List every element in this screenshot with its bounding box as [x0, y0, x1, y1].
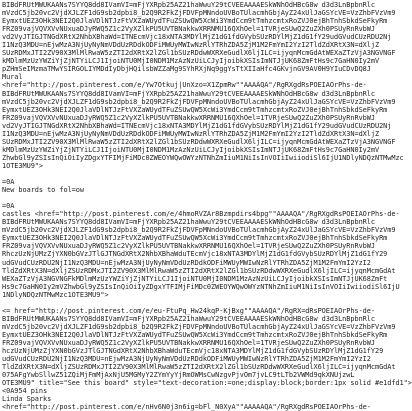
source-line: =0A — [2, 202, 15, 211]
source-line: mVzdC5jb20vc2VjdXJLZF1dG9sb2dpbi8_b2Q9R2FkZjFDVFpMNndoUVBoTUlacmhGbjAyZ24xUlJaGSYcVE=VzZhbFVzVm9 — [2, 226, 396, 235]
source-line: =0A — [2, 178, 15, 187]
source-line: RhczUzNjUMzZjYXN0bGVzJTlGJTNGdXRtX2NhbXBhaWduTEcmVjc18xNTA3MDYlMjZ1dG1fdGVybSUzRDYlMjZ1dG1fY29 — [2, 250, 388, 259]
source-line: WEXaZTzVjA3NGVNGFkMDlmMzUzYWZiYjZjNTYiLCJ1IjoiNTU0MjI0NDM1MzAzNzUiLCJyIjoibkXSIsImNTJjUK68ZmFt — [2, 274, 388, 283]
source-line: OTE3MU9" title="See this board" style="text-decoration:=one;display:block;border:1px solid #e1dfd1"> — [2, 379, 412, 388]
source-line: hczUzNjUMzZjYXN0bGVzJTlGJTNGdXRtX2NhbXBhaWduTEcmVjc18xNTA3MDYlMjZ1dG1fdGVybSUzRDYlMjZ1dG1fY29 — [2, 347, 384, 356]
source-line: BIBdFRUtMWUKAANs7SYYQ8dd8IVamVI=mFjYXRpb25AZ21haWwuY29tCVEEAAAAESkWNhOdHBcG8w d3d3LnBpbnRlc — [2, 89, 375, 98]
source-line: kMDlmMzUzYWZiYjZjNTYiLCJ1IjoiNTU0MjI0NDM1MzAzNzUiLCJyIjoibkXSIsImNTJjUK68ZmFtHs9c7GaHN0Iy2mV — [2, 57, 380, 66]
source-line: New boards to fol=ow — [2, 186, 84, 195]
source-line: EymxtUEZ3OHk3NEI2Q0JlaVDlNTJzFtVXZaWUydTFuZSUwQW5XcWi3YmdCcm9tTmhzcmtxRoZVJ0ejBhTnhSbkdSeFkyRm — [2, 105, 388, 114]
source-line: Linda Sparks — [2, 395, 52, 404]
source-line: kMDlmMzUzYWZiYjZjNTYiLCJ1IjoiNTU0MjI0NDM1MzAzNzUiLCJyIjoibkXSIsImNTJjUK68ZmFtHs9c7GaHN0Iy2mV — [2, 145, 380, 154]
source-line: <= href="http://post.pinterest.com/e/eu-FtuPq_Hw24kqP-KjBxg""AAAAQA"/RgRX=dRsPOEIAOrPhs-de- — [2, 306, 375, 315]
source-line: Mural — [2, 73, 23, 82]
source-line: castles <href="http://post.pinterest.com/e/4hmoRVZAr8Bzmpdirs4bpg""AAAAQA"/RgRXgdRsPOEIAOrPhs-de- — [2, 210, 400, 219]
source-line: vd2VyJTIGJTNGdXRtX2NhbXBhaWd=ITNEcmVjc18xNTA3MDYlMjZ1dG1fdGVybSUzRDYlMjZ1dG1fY29udGVudCUzRDU2Nj — [2, 33, 392, 42]
source-line: <href="http://post.pinterest.com/e/nHv6N0j3n6ig=bFl_N0XyA""AAAAAQA"/RgRXgdRsPOEIAOrPhs-de- — [2, 403, 371, 411]
source-line: FRZ09vajVQVXVvNUxuaDJyRWQ5Z1c2VyXZlkPU5UVTBNakkwXRRNMU16QXhOel=1TVRjeSUwQ2ZuZXh0PSUyRnRvbWJ — [2, 338, 375, 347]
source-line: 1NDlyNDQzNTMwMzc1OTE3MU9"> — [2, 290, 109, 299]
source-line: 1OTE3MU9"> — [2, 161, 43, 170]
source-line: mVzdC5jb20vc2VjdXJLZF1dG9sb2dpbi8_b2Q9R2FkZjFDVFpMNndoUVBoTUlacmhGbjAyZ24xUlJaGSYcVE=VzZhbFVzVm9 — [2, 322, 396, 331]
source-line: vd2VyJTIGJTNGdXRtX2NhbXBhaWd=ITNEcmVjc18xNTA3MDYlMjZ1dG1fdGVybSUzRDYlMjZ1dG1fY29udGVudCUzRDU2Nj — [2, 121, 392, 130]
source-line: FRZ09vajVQVXVvNUxuaDJyRWQ5Z1c2VyXZlkPU5UVTBNakkwXRRNMU16QXhOel=1TVRjeSUwQ2ZuZXh0PSUyRnRvbWJ — [2, 113, 375, 122]
source-line: EymxtUEZ3OHk3NEI2Q0JlaVDlNTJzFtVXZaWUydTFuZSUwQW5XcWi3YmdCcm9tTmhzcmtxRoZVJ0ejBhTnhSbkdSeFkyRm — [2, 330, 388, 339]
source-line: SUzRDMxJTI2ZV90X3MlMlRwaW5zZTI2dXRtX2lZGl1bSUzRDdwWXRXeGudlX6ljILC=ijyqnMcmGdAtWEXaZTzVjA3NGVNGF — [2, 49, 396, 58]
source-line: EymxtUEZ3OHk3NEI2Q0JlaVDlNTJzFtVXZaWUydTFuZSUwQW5XcWi3YmdCcm9tTmhzcmtxRoZVJ0ejBhTnhSbkdSeFkyRm — [2, 234, 388, 243]
source-line: udGVudCUzRDU2NjI1NzQ3MDU=nEjwMzA3NjUyNyNmVDdUzRDdkODFiMWUyMWIwNzRlYTRhZDA5ZjM1M2FmYmI2YzI2 — [2, 258, 371, 267]
source-line: mVzdC5jb20vc2VjdXJLZF1dG9sb2dpbi8_b2Q9R2FkZjFDVFpMNndoUVBoTUlacmhGbjAyZ24xUlJaGSYcVE=VzZhbFVzVm9 — [2, 9, 396, 18]
source-line: 075AFgYwbSllwZ51ZQiMjFmMjAxNjU5MGMyY2ZYmYyYjRmOWMsCwNzgvPjvOm7jvLC9tLTb2VWMd9qkXNUjzwL — [2, 371, 355, 380]
source-line: FRZ09vajVQVXVvNUxuaDJyRWQ5Z1c2VyXZlkPU5UVTBNakkwXRRNMU16QXhOel=1TVRjeSUwQ2ZuZXh0PSUyRnRvbWJ — [2, 242, 375, 251]
source-line: pZHmSeIMzmaTMwYSIRGOLIYMDdIyDbjHQilsbWZZaMg9SYhRXjNq9ggYsTtXIIaHfc4GKvjnGV9AV0H9YIuCDvDQ8J — [2, 65, 371, 74]
source-line: I1NzQ3MDU=nEjwMzA3NjUyNyNmVDdUzRDdkODFiMWUyMWIwNzRlYTRhZDA5ZjM1M2FmYmI2YzI2TldZdXRtX3N=dXljZ — [2, 129, 380, 138]
source-line: SUzRDMxJTI2ZV90X3MlMlRwaW5zZTI2dXRtX2lZGl1bSUzRDdwWXRXeGudlX6ljILC=ijyqnMcmGdAtWEXaZTzVjA3NGVNGF — [2, 137, 396, 146]
source-line: BIBdFRUtMWUKAANs7SYYQ8dd8IVamVI=mFjYXRpb25AZ21haWwuY29tCVEEAAAAESkWNhOdHBcG8w d3d3LnBpbnRlc — [2, 1, 375, 9]
source-line: udGVudCUzRDU2NjI1NzQ3MDU=nEjwMzA3NjUyNyNmVDdUzRDdkODFiMWUyMWIwNzRlYTRhZDA5ZjM1M2FmYmI2YzI2 — [2, 355, 371, 364]
source-line: <0A954 pins — [2, 387, 48, 396]
source-line — [2, 299, 398, 307]
source-line: Hs9c7GaHN0Iy2mVZhwbGl9yZSIsInQiOiIyZDgxYTFIMjFiMDc0ZWEOYWQwOWYzNTNhZmIiuM1NiIsInVOIiIwiiodiSl6IjU — [2, 282, 400, 291]
source-line: <href="http://post.pinterest.com/e/Yw7Otkuj|UnXzo=X1ZpmRw""AAAAQA"/RgRXgdRsPOEIAOrPhs-de- — [2, 81, 367, 90]
source-line: TldZdXRtX3N=dXljZSUzRDMxJTI2ZV90X3MlMlRwaW5zZTI2dXRtX2lZGl1bSUzRDdwWXRXeGudlX6ljILC=ijyqnMcmGdAt — [2, 266, 396, 275]
source-line — [2, 194, 398, 202]
source-line: ZhwbGl9yZSIsInQiOiIyZDgxYTFIMjFiMDc0ZWEOYWQwOWYzNTNhZmIiuM1NiIsInVOIiIwiiodiSl6IjU1NDlyNDQzNTMwMzc — [2, 153, 404, 162]
source-line: mVzdC5jb20vc2VjdXJLZF1dG9sb2dpbi8_b2Q9R2FkZjFDVFpMNndoUVBoTUlacmhGbjAyZ24xUlJaGSYcVE=VzZhbFVzVm9 — [2, 97, 396, 106]
source-line: EymxtUEZ3OHk3NEI2Q0JlaVDlNTJzFtVXZaWUydTFuZSUwQW5XcWi3YmdCcm9tTmhzcmtxRoZVJ0ejBhTnhSbkdSeFkyRm — [2, 17, 388, 26]
source-line: FRZ09vajVQVXVvNUxuaDJyRWQ5Z1c2VyXZlkPU5UVTBNakkwXRRNMU16QXhOel=1TVRjeSUwQ2ZuZXh0PSUyRnRvbWJ — [2, 25, 375, 34]
source-line: BIBdFRUtMWUKAANs7SYYQ8dd8IVamVI=mFjYXRpb25AZ21haWwuY29tCVEEAAAAESkWNhOdHBcG8w d3d3LnBpbnRlc — [2, 314, 375, 323]
source-line: I1NzQ3MDU=nEjwMzA3NjUyNyNmVDdUzRDdkODFiMWUyMWIwNzRlYTRhZDA5ZjM1M2FmYmI2YzI2TldZdXRtX3N=dXljZ — [2, 41, 380, 50]
source-line: TldZdXRtX3N=dXljZSUzRDMxJTI2ZV90X3MlMlRwaW5zZTI2dXRtX2lZGl1bSUzRDdwWXRXeGudlX6ljILC=ijyqnMcmGdAt — [2, 363, 396, 372]
source-line: BIBdFRUtMWUKAANs7SYYQ8dd8IVamVI=mFjYXRpb25AZ21haWwuY29tCVEEAAAAESkWNhOdHBcG8w d3d3LnBpbnRlc — [2, 218, 375, 227]
source-line — [2, 170, 398, 178]
